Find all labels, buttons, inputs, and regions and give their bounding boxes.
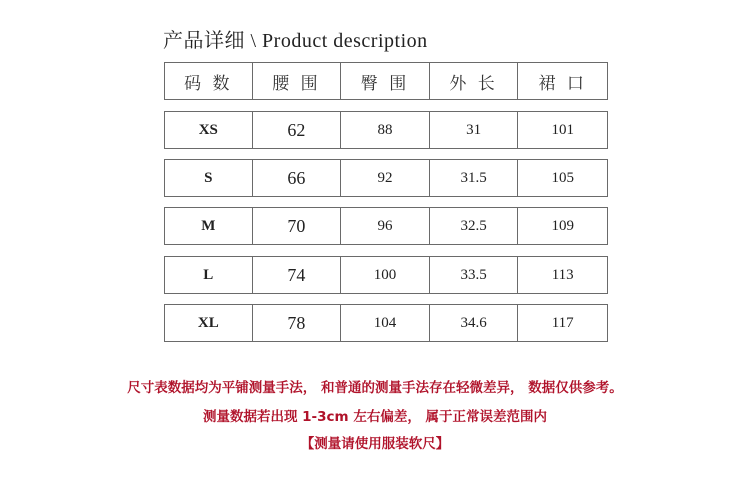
- page-title: 产品详细 \ Product description: [163, 30, 428, 52]
- hip-cell: 96: [341, 208, 430, 244]
- table-row: [164, 111, 608, 149]
- measurement-note-2: 测量数据若出现 1-3cm 左右偏差， 属于正常误差范围内: [202, 409, 548, 425]
- waist-cell: 74: [253, 257, 342, 293]
- size-cell: XS: [165, 112, 253, 148]
- header-hem: 裙 口: [538, 73, 587, 94]
- header-size: 码 数: [165, 63, 253, 99]
- waist-cell: 66: [253, 160, 342, 196]
- length-cell: 31.5: [430, 160, 519, 196]
- size-cell: L: [165, 257, 253, 293]
- length-cell: 33.5: [430, 257, 519, 293]
- table-row: [164, 207, 608, 245]
- hip-cell: 88: [341, 112, 430, 148]
- hem-cell: 113: [551, 266, 574, 283]
- length-cell: 34.6: [430, 305, 519, 341]
- waist-cell: 62: [253, 112, 342, 148]
- size-cell: XL: [165, 305, 253, 341]
- hip-cell: 92: [341, 160, 430, 196]
- hem-cell: 117: [551, 314, 574, 331]
- header-length: 外 长: [430, 63, 519, 99]
- hem-cell: 109: [551, 217, 574, 234]
- header-waist: 腰 围: [253, 63, 342, 99]
- size-cell: M: [165, 208, 253, 244]
- table-header-row: [164, 62, 608, 100]
- hip-cell: 100: [341, 257, 430, 293]
- hem-cell: 101: [551, 121, 574, 138]
- length-cell: 31: [430, 112, 519, 148]
- table-row: [164, 304, 608, 342]
- hip-cell: 104: [341, 305, 430, 341]
- measurement-note-1: 尺寸表数据均为平铺测量手法， 和普通的测量手法存在轻微差异， 数据仅供参考。: [127, 380, 623, 396]
- size-cell: S: [165, 160, 253, 196]
- measurement-note-3: 【测量请使用服装软尺】: [300, 436, 450, 452]
- waist-cell: 70: [253, 208, 342, 244]
- table-row: [164, 159, 608, 197]
- length-cell: 32.5: [430, 208, 519, 244]
- waist-cell: 78: [253, 305, 342, 341]
- header-hip: 臀 围: [341, 63, 430, 99]
- table-row: [164, 256, 608, 294]
- hem-cell: 105: [551, 169, 574, 186]
